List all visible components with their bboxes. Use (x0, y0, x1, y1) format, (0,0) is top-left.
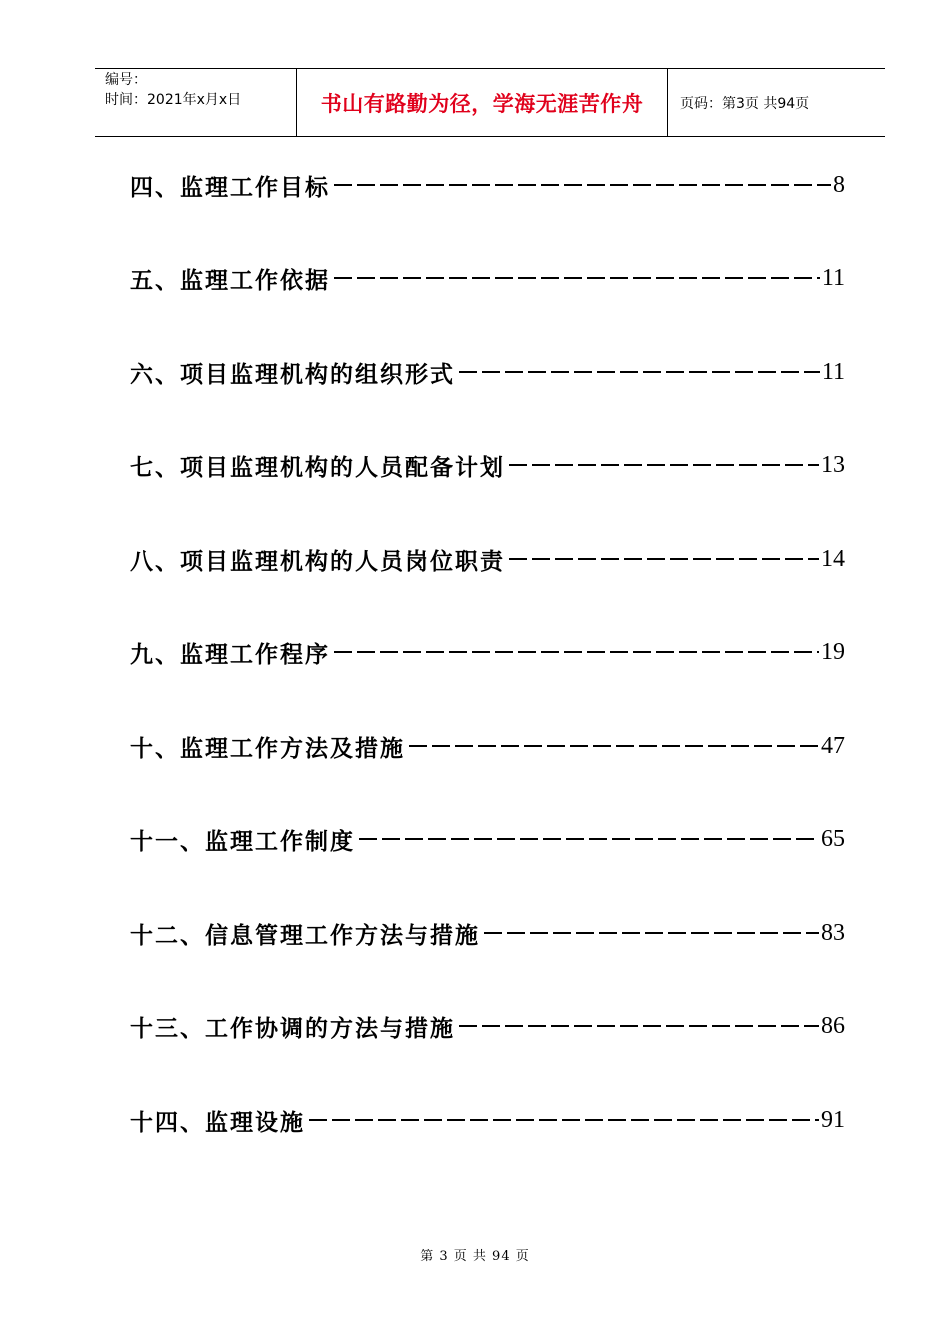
toc-entry-title: 十一、监理工作制度 (130, 827, 355, 855)
motto-text: 书山有路勤为径，学海无涯苦作舟 (320, 91, 644, 116)
toc-entry[interactable] (130, 632, 845, 672)
toc-entry-page: 13 (821, 451, 845, 478)
toc-entry-title: 九、监理工作程序 (130, 640, 330, 668)
time-label: 时间：2021年x月x日 (105, 92, 242, 108)
toc-leader (309, 1119, 819, 1121)
toc-entry[interactable] (130, 1100, 845, 1140)
toc-entry-page: 8 (833, 171, 845, 198)
toc-leader (459, 1025, 819, 1027)
header-meta-cell (95, 69, 296, 136)
toc-entry-page: 19 (821, 638, 845, 665)
toc-entry[interactable] (130, 726, 845, 766)
toc-entry[interactable] (130, 539, 845, 579)
toc-entry-page: 11 (821, 264, 845, 291)
header-motto-cell (296, 69, 668, 136)
toc-leader (509, 464, 819, 466)
toc-leader (484, 932, 819, 934)
toc-entry-page: 83 (821, 919, 845, 946)
toc-leader (334, 651, 819, 653)
toc-entry-title: 十四、监理设施 (130, 1108, 305, 1136)
toc-entry[interactable] (130, 819, 845, 859)
toc-entry[interactable] (130, 352, 845, 392)
toc-entry-page: 65 (821, 825, 845, 852)
toc-entry[interactable] (130, 1006, 845, 1046)
toc-entry-title: 五、监理工作依据 (130, 266, 330, 294)
toc-entry-title: 六、项目监理机构的组织形式 (130, 360, 455, 388)
toc-leader (409, 745, 819, 747)
toc-entry-page: 11 (821, 358, 845, 385)
toc-entry[interactable] (130, 165, 845, 205)
toc-entry[interactable] (130, 445, 845, 485)
toc-entry-title: 十三、工作协调的方法与措施 (130, 1014, 455, 1042)
page-info: 页码：第3页 共94页 (680, 95, 810, 112)
toc-entry-title: 十、监理工作方法及措施 (130, 734, 405, 762)
toc-leader (459, 371, 820, 373)
toc-entry[interactable] (130, 258, 845, 298)
toc-entry-page: 14 (821, 545, 845, 572)
page-header (95, 68, 885, 137)
toc-leader (334, 277, 820, 279)
toc-entry-title: 七、项目监理机构的人员配备计划 (130, 453, 505, 481)
toc-entry-page: 86 (821, 1012, 845, 1039)
header-page-cell (668, 69, 885, 136)
footer-page-number: 第 3 页 共 94 页 (420, 1249, 530, 1264)
page-footer (0, 1245, 950, 1264)
serial-number-label: 编号： (105, 72, 147, 88)
toc-entry-title: 四、监理工作目标 (130, 173, 330, 201)
toc-entry-page: 91 (821, 1106, 845, 1133)
toc-leader (359, 838, 819, 840)
toc-leader (509, 558, 819, 560)
toc-entry-title: 十二、信息管理工作方法与措施 (130, 921, 480, 949)
toc-entry[interactable] (130, 913, 845, 953)
toc-leader (334, 184, 831, 186)
toc-entry-title: 八、项目监理机构的人员岗位职责 (130, 547, 505, 575)
toc-entry-page: 47 (821, 732, 845, 759)
